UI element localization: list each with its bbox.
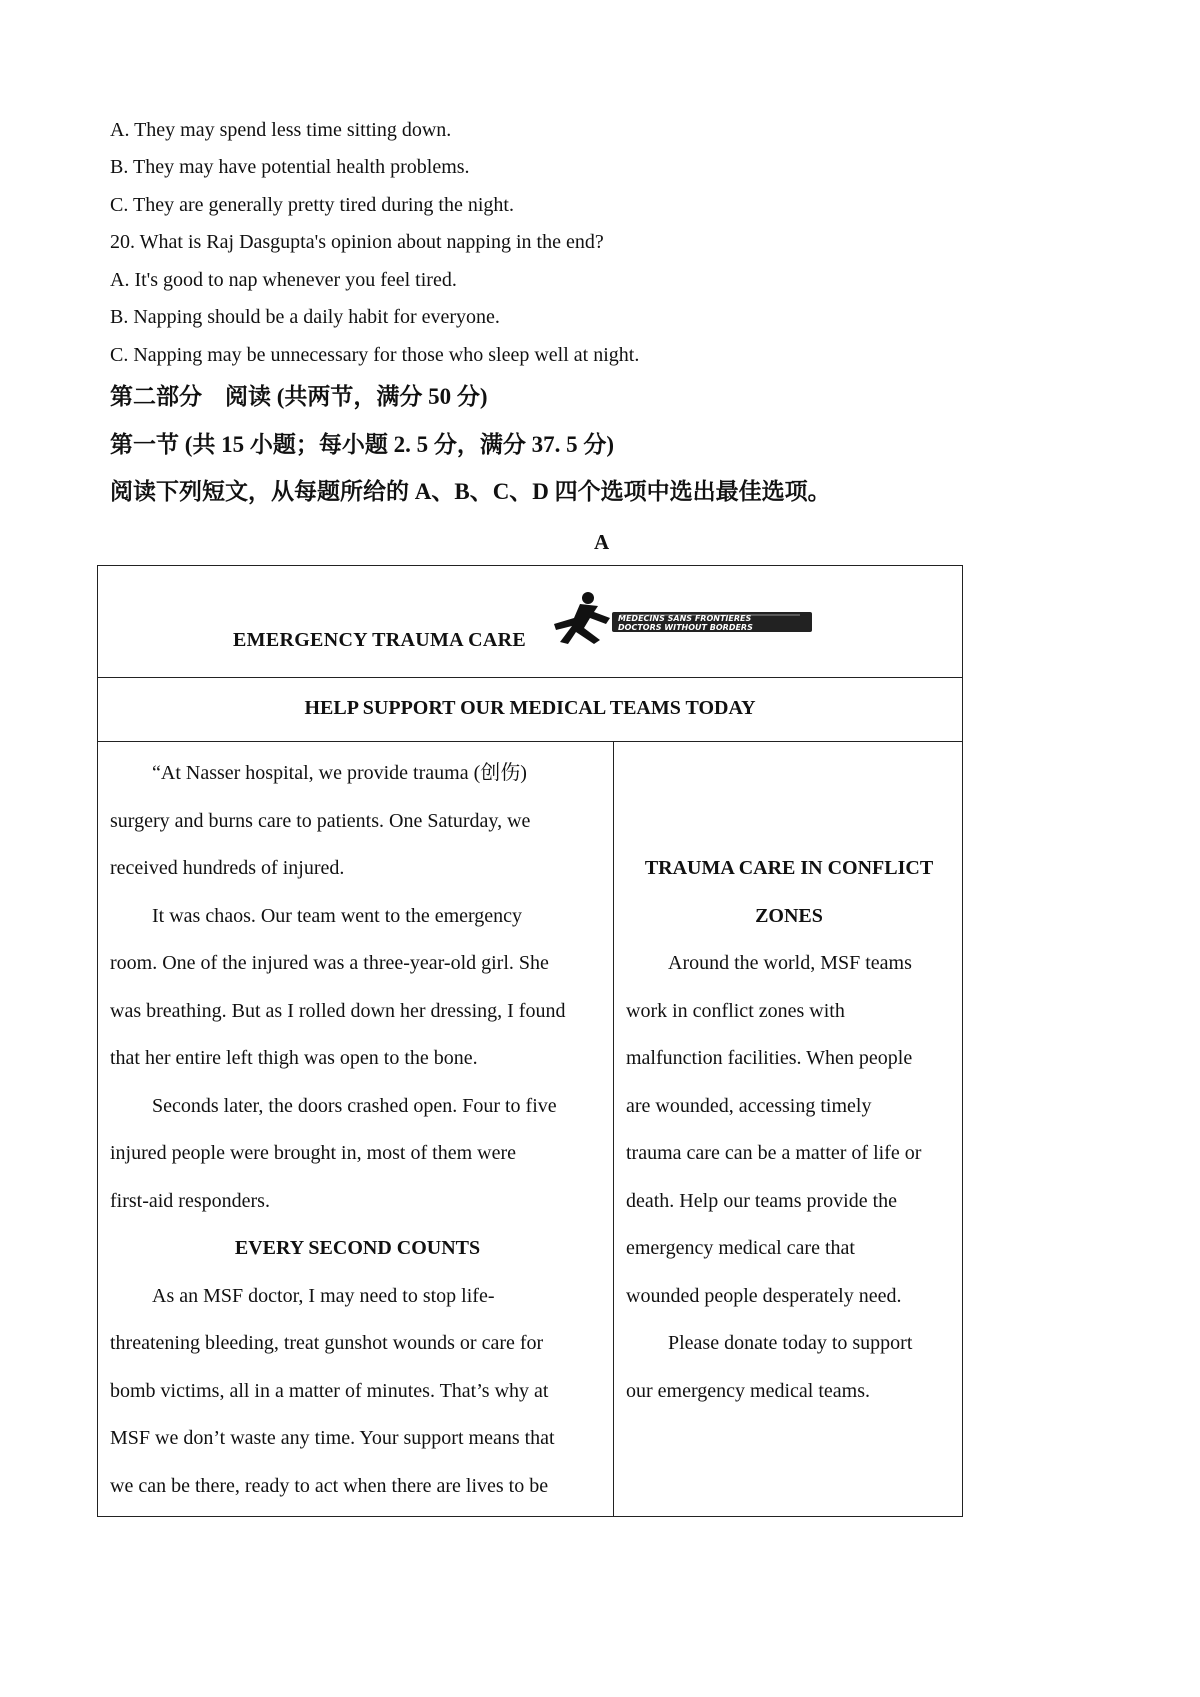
text-line: As an MSF doctor, I may need to stop life- <box>152 1284 495 1307</box>
option-line: B. They may have potential health problems. <box>110 156 470 178</box>
text-line: wounded people desperately need. <box>626 1284 902 1307</box>
option-line: C. Napping may be unnecessary for those who sleep well at night. <box>110 344 640 366</box>
left-story <box>110 750 605 1510</box>
subheading: EVERY SECOND COUNTS <box>234 1237 481 1259</box>
text-line: bomb victims, all in a matter of minutes. That’s why at <box>110 1379 549 1402</box>
text-line: Seconds later, the doors crashed open. Four to five <box>152 1094 557 1117</box>
passage-letter: A <box>594 530 610 554</box>
text-line: our emergency medical teams. <box>626 1379 870 1402</box>
question-line: 20. What is Raj Dasgupta's opinion about napping in the end? <box>110 231 604 253</box>
text-line: Please donate today to support <box>668 1332 913 1354</box>
text-line: we can be there, ready to act when there are lives to be <box>110 1474 549 1497</box>
text-line: was breathing. But as I rolled down her dressing, I found <box>110 999 566 1022</box>
text-line: room. One of the injured was a three-year-old girl. She <box>110 952 549 974</box>
text-line: trauma care can be a matter of life or <box>626 1142 922 1164</box>
text-line: “At Nasser hospital, we provide trauma (创伤) <box>152 762 527 784</box>
text-line: It was chaos. Our team went to the emergency <box>152 904 523 927</box>
text-line: death. Help our teams provide the <box>626 1189 898 1212</box>
logo-text-2: DOCTORS WITHOUT BORDERS <box>618 623 753 632</box>
text-line: MSF we don’t waste any time. Your support means that <box>110 1427 555 1449</box>
option-line: A. They may spend less time sitting down. <box>110 119 452 141</box>
msf-logo <box>550 588 820 646</box>
section-heading: 第一节 (共 15 小题；每小题 2. 5 分，满分 37. 5 分) <box>110 432 615 457</box>
text-line: threatening bleeding, treat gunshot wounds or care for <box>110 1332 544 1354</box>
right-heading: ZONES <box>755 904 823 927</box>
text-line: first-aid responders. <box>110 1189 270 1212</box>
text-line: Around the world, MSF teams <box>668 952 912 974</box>
instruction: 阅读下列短文，从每题所给的 A、B、C、D 四个选项中选出最佳选项。 <box>110 479 831 504</box>
right-heading: TRAUMA CARE IN CONFLICT <box>644 857 934 879</box>
text-line: surgery and burns care to patients. One Saturday, we <box>110 809 531 832</box>
ad-header-cell <box>97 565 963 678</box>
logo-text-1: MEDECINS SANS FRONTIERES <box>618 614 752 623</box>
option-line: B. Napping should be a daily habit for everyone. <box>110 306 500 328</box>
text-line: received hundreds of injured. <box>110 857 345 879</box>
option-line: A. It's good to nap whenever you feel tired. <box>110 269 457 291</box>
part-heading: 第二部分 阅读 (共两节，满分 50 分) <box>110 384 488 409</box>
text-line: work in conflict zones with <box>626 999 845 1022</box>
text-line: are wounded, accessing timely <box>626 1094 872 1117</box>
text-line: malfunction facilities. When people <box>626 1047 913 1069</box>
text-line: that her entire left thigh was open to the bone. <box>110 1047 478 1069</box>
support-heading: HELP SUPPORT OUR MEDICAL TEAMS TODAY <box>304 697 756 719</box>
text-line: emergency medical care that <box>626 1237 855 1259</box>
right-story <box>626 750 952 1415</box>
text-line: injured people were brought in, most of them were <box>110 1142 516 1164</box>
ad-title: EMERGENCY TRAUMA CARE <box>233 629 526 651</box>
option-line: C. They are generally pretty tired during the night. <box>110 194 514 216</box>
